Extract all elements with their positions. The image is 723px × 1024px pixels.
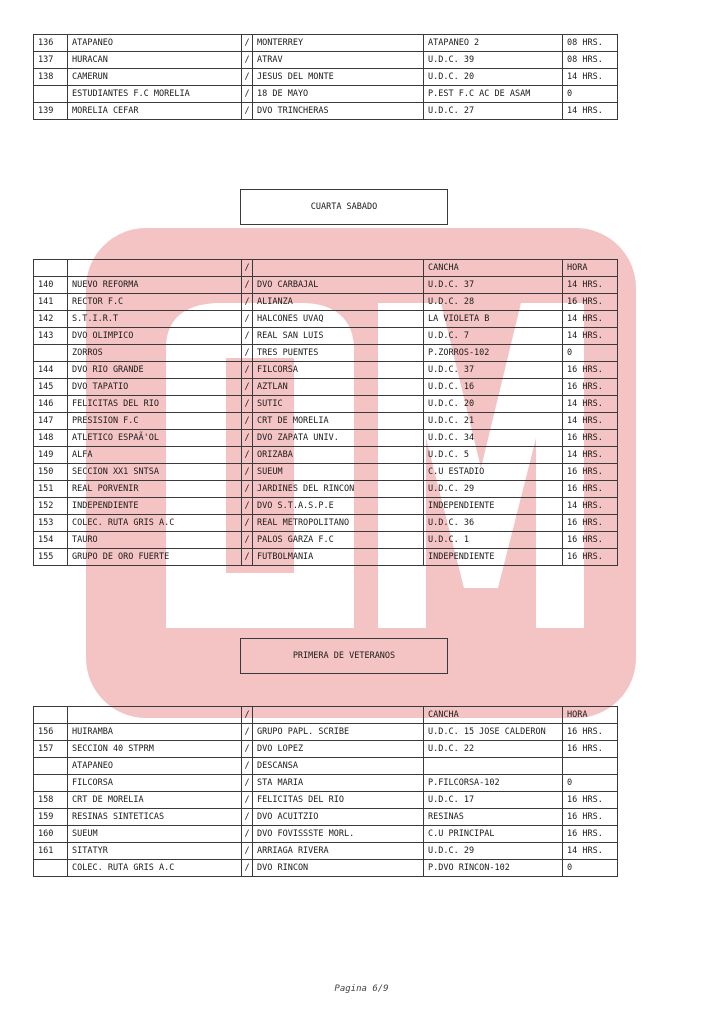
page-number: Pagina 6/9 bbox=[334, 984, 389, 994]
header-cell-sep: / bbox=[242, 260, 253, 277]
cell-hour: 16 HRS. bbox=[563, 430, 618, 447]
cell-sep: / bbox=[242, 413, 253, 430]
cell-field: U.D.C. 7 bbox=[424, 328, 563, 345]
schedule-table-top bbox=[33, 34, 618, 120]
table-row bbox=[34, 826, 618, 843]
cell-field: U.D.C. 37 bbox=[424, 277, 563, 294]
cell-away: AZTLAN bbox=[253, 379, 424, 396]
cell-num: 144 bbox=[34, 362, 68, 379]
cell-home: ATAPANEO bbox=[68, 35, 242, 52]
cell-away: DVO LOPEZ bbox=[253, 741, 424, 758]
header-cell-away bbox=[253, 260, 424, 277]
cell-home: DVO RIO GRANDE bbox=[68, 362, 242, 379]
cell-field: U.D.C. 29 bbox=[424, 843, 563, 860]
cell-away: ATRAV bbox=[253, 52, 424, 69]
cell-field: P.DVO RINCON-102 bbox=[424, 860, 563, 877]
cell-away: CRT DE MORELIA bbox=[253, 413, 424, 430]
cell-sep: / bbox=[242, 498, 253, 515]
cell-away: DVO ZAPATA UNIV. bbox=[253, 430, 424, 447]
cell-sep: / bbox=[242, 328, 253, 345]
cell-field: U.D.C. 39 bbox=[424, 52, 563, 69]
cell-sep: / bbox=[242, 809, 253, 826]
schedule-table-veteranos bbox=[33, 706, 618, 877]
cell-num: 136 bbox=[34, 35, 68, 52]
table-row bbox=[34, 396, 618, 413]
cell-home: CAMERUN bbox=[68, 69, 242, 86]
cell-away: ARRIAGA RIVERA bbox=[253, 843, 424, 860]
cell-home: HURACAN bbox=[68, 52, 242, 69]
cell-hour: 16 HRS. bbox=[563, 379, 618, 396]
table-row bbox=[34, 345, 618, 362]
cell-away: STA MARIA bbox=[253, 775, 424, 792]
cell-home: GRUPO DE ORO FUERTE bbox=[68, 549, 242, 566]
table-row bbox=[34, 413, 618, 430]
table-row bbox=[34, 843, 618, 860]
cell-home: SUEUM bbox=[68, 826, 242, 843]
cell-away: ORIZABA bbox=[253, 447, 424, 464]
cell-hour: 14 HRS. bbox=[563, 277, 618, 294]
cell-home: ATLETICO ESPAÃ'OL bbox=[68, 430, 242, 447]
cell-away: DVO TRINCHERAS bbox=[253, 103, 424, 120]
cell-field: INDEPENDIENTE bbox=[424, 498, 563, 515]
cell-away: TRES PUENTES bbox=[253, 345, 424, 362]
table-row bbox=[34, 379, 618, 396]
cell-num: 145 bbox=[34, 379, 68, 396]
cell-hour: 0 bbox=[563, 345, 618, 362]
cell-away: DVO FOVISSSTE MORL. bbox=[253, 826, 424, 843]
cell-home: INDEPENDIENTE bbox=[68, 498, 242, 515]
cell-field: ATAPANEO 2 bbox=[424, 35, 563, 52]
table-row bbox=[34, 741, 618, 758]
schedule-table-cuarta bbox=[33, 259, 618, 566]
cell-num: 143 bbox=[34, 328, 68, 345]
cell-home: COLEC. RUTA GRIS A.C bbox=[68, 860, 242, 877]
cell-sep: / bbox=[242, 860, 253, 877]
cell-sep: / bbox=[242, 532, 253, 549]
cell-sep: / bbox=[242, 35, 253, 52]
cell-away: REAL SAN LUIS bbox=[253, 328, 424, 345]
cell-sep: / bbox=[242, 362, 253, 379]
cell-field: U.D.C. 37 bbox=[424, 362, 563, 379]
cell-sep: / bbox=[242, 447, 253, 464]
table-row bbox=[34, 498, 618, 515]
cell-home: SITATYR bbox=[68, 843, 242, 860]
cell-num: 158 bbox=[34, 792, 68, 809]
cell-num: 139 bbox=[34, 103, 68, 120]
cell-hour: 0 bbox=[563, 860, 618, 877]
cell-away: REAL METROPOLITANO bbox=[253, 515, 424, 532]
table-row bbox=[34, 294, 618, 311]
cell-num bbox=[34, 860, 68, 877]
cell-away: DVO RINCON bbox=[253, 860, 424, 877]
cell-num bbox=[34, 345, 68, 362]
table-row bbox=[34, 103, 618, 120]
cell-field: U.D.C. 1 bbox=[424, 532, 563, 549]
cell-hour: 16 HRS. bbox=[563, 481, 618, 498]
cell-num: 137 bbox=[34, 52, 68, 69]
table-row bbox=[34, 311, 618, 328]
cell-away: HALCONES UVAQ bbox=[253, 311, 424, 328]
cell-hour: 16 HRS. bbox=[563, 549, 618, 566]
cell-field: U.D.C. 5 bbox=[424, 447, 563, 464]
cell-field: U.D.C. 16 bbox=[424, 379, 563, 396]
cell-hour: 14 HRS. bbox=[563, 498, 618, 515]
table-row bbox=[34, 430, 618, 447]
table-row bbox=[34, 328, 618, 345]
cell-field: U.D.C. 15 JOSE CALDERON bbox=[424, 724, 563, 741]
table-row bbox=[34, 775, 618, 792]
cell-away: ALIANZA bbox=[253, 294, 424, 311]
header-cell-home bbox=[68, 707, 242, 724]
cell-home: ZORROS bbox=[68, 345, 242, 362]
section-title-text: CUARTA SABADO bbox=[310, 202, 378, 212]
cell-field: P.ZORROS-102 bbox=[424, 345, 563, 362]
table-row bbox=[34, 86, 618, 103]
cell-num: 159 bbox=[34, 809, 68, 826]
section-title-cuarta bbox=[240, 189, 448, 225]
table-row bbox=[34, 447, 618, 464]
cell-hour: 14 HRS. bbox=[563, 311, 618, 328]
cell-num: 151 bbox=[34, 481, 68, 498]
cell-away: SUEUM bbox=[253, 464, 424, 481]
cell-home: HUIRAMBA bbox=[68, 724, 242, 741]
cell-sep: / bbox=[242, 69, 253, 86]
cell-sep: / bbox=[242, 103, 253, 120]
cell-home: ALFA bbox=[68, 447, 242, 464]
cell-away: DESCANSA bbox=[253, 758, 424, 775]
cell-field: U.D.C. 28 bbox=[424, 294, 563, 311]
cell-hour: 14 HRS. bbox=[563, 396, 618, 413]
cell-hour: 14 HRS. bbox=[563, 69, 618, 86]
cell-home: FELICITAS DEL RIO bbox=[68, 396, 242, 413]
cell-num: 148 bbox=[34, 430, 68, 447]
cell-num: 146 bbox=[34, 396, 68, 413]
table-row bbox=[34, 362, 618, 379]
cell-sep: / bbox=[242, 826, 253, 843]
cell-sep: / bbox=[242, 430, 253, 447]
cell-away: JARDINES DEL RINCON bbox=[253, 481, 424, 498]
cell-hour: 08 HRS. bbox=[563, 35, 618, 52]
cell-away: SUTIC bbox=[253, 396, 424, 413]
cell-sep: / bbox=[242, 294, 253, 311]
table-row bbox=[34, 481, 618, 498]
header-cell-sep: / bbox=[242, 707, 253, 724]
cell-num bbox=[34, 86, 68, 103]
cell-field: U.D.C. 20 bbox=[424, 396, 563, 413]
cell-home: PRESISION F.C bbox=[68, 413, 242, 430]
cell-num: 149 bbox=[34, 447, 68, 464]
cell-home: TAURO bbox=[68, 532, 242, 549]
cell-away: PALOS GARZA F.C bbox=[253, 532, 424, 549]
cell-hour: 0 bbox=[563, 86, 618, 103]
cell-field: U.D.C. 17 bbox=[424, 792, 563, 809]
table-row bbox=[34, 464, 618, 481]
cell-hour bbox=[563, 758, 618, 775]
cell-hour: 14 HRS. bbox=[563, 843, 618, 860]
cell-field: U.D.C. 21 bbox=[424, 413, 563, 430]
cell-num: 150 bbox=[34, 464, 68, 481]
cell-away: FUTBOLMANIA bbox=[253, 549, 424, 566]
cell-num: 153 bbox=[34, 515, 68, 532]
cell-away: JESUS DEL MONTE bbox=[253, 69, 424, 86]
cell-field: U.D.C. 34 bbox=[424, 430, 563, 447]
cell-field: U.D.C. 29 bbox=[424, 481, 563, 498]
cell-num: 157 bbox=[34, 741, 68, 758]
cell-hour: 16 HRS. bbox=[563, 741, 618, 758]
cell-hour: 16 HRS. bbox=[563, 532, 618, 549]
cell-hour: 16 HRS. bbox=[563, 515, 618, 532]
cell-hour: 16 HRS. bbox=[563, 464, 618, 481]
table-row bbox=[34, 860, 618, 877]
cell-num: 140 bbox=[34, 277, 68, 294]
cell-away: FELICITAS DEL RIO bbox=[253, 792, 424, 809]
cell-num: 154 bbox=[34, 532, 68, 549]
table-row bbox=[34, 515, 618, 532]
table-header-row bbox=[34, 707, 618, 724]
cell-field: C.U ESTADIO bbox=[424, 464, 563, 481]
cell-home: CRT DE MORELIA bbox=[68, 792, 242, 809]
cell-home: RECTOR F.C bbox=[68, 294, 242, 311]
header-cell-hour: HORA bbox=[563, 707, 618, 724]
cell-sep: / bbox=[242, 311, 253, 328]
cell-sep: / bbox=[242, 792, 253, 809]
cell-hour: 14 HRS. bbox=[563, 447, 618, 464]
cell-away: DVO CARBAJAL bbox=[253, 277, 424, 294]
section-title-text: PRIMERA DE VETERANOS bbox=[292, 651, 396, 661]
table-row bbox=[34, 69, 618, 86]
header-cell-away bbox=[253, 707, 424, 724]
cell-hour: 14 HRS. bbox=[563, 328, 618, 345]
cell-home: RESINAS SINTETICAS bbox=[68, 809, 242, 826]
cell-sep: / bbox=[242, 775, 253, 792]
cell-hour: 16 HRS. bbox=[563, 724, 618, 741]
cell-field: LA VIOLETA B bbox=[424, 311, 563, 328]
cell-hour: 14 HRS. bbox=[563, 413, 618, 430]
cell-home: COLEC. RUTA GRIS A.C bbox=[68, 515, 242, 532]
table-row bbox=[34, 809, 618, 826]
cell-away: 18 DE MAYO bbox=[253, 86, 424, 103]
table-row bbox=[34, 277, 618, 294]
table-row bbox=[34, 758, 618, 775]
cell-num: 155 bbox=[34, 549, 68, 566]
cell-hour: 16 HRS. bbox=[563, 792, 618, 809]
cell-sep: / bbox=[242, 396, 253, 413]
cell-num bbox=[34, 775, 68, 792]
cell-hour: 16 HRS. bbox=[563, 809, 618, 826]
cell-field bbox=[424, 758, 563, 775]
cell-home: SECCION 40 STPRM bbox=[68, 741, 242, 758]
cell-num: 160 bbox=[34, 826, 68, 843]
cell-home: REAL PORVENIR bbox=[68, 481, 242, 498]
cell-sep: / bbox=[242, 379, 253, 396]
header-cell-num bbox=[34, 260, 68, 277]
cell-sep: / bbox=[242, 345, 253, 362]
header-cell-num bbox=[34, 707, 68, 724]
cell-field: RESINAS bbox=[424, 809, 563, 826]
table-row bbox=[34, 52, 618, 69]
cell-away: DVO S.T.A.S.P.E bbox=[253, 498, 424, 515]
cell-home: SECCION XX1 SNTSA bbox=[68, 464, 242, 481]
cell-sep: / bbox=[242, 481, 253, 498]
cell-away: MONTERREY bbox=[253, 35, 424, 52]
cell-field: U.D.C. 27 bbox=[424, 103, 563, 120]
cell-home: S.T.I.R.T bbox=[68, 311, 242, 328]
cell-home: MORELIA CEFAR bbox=[68, 103, 242, 120]
cell-hour: 16 HRS. bbox=[563, 826, 618, 843]
cell-num: 142 bbox=[34, 311, 68, 328]
cell-home: ATAPANEO bbox=[68, 758, 242, 775]
cell-sep: / bbox=[242, 843, 253, 860]
header-cell-field: CANCHA bbox=[424, 707, 563, 724]
cell-hour: 0 bbox=[563, 775, 618, 792]
cell-field: U.D.C. 36 bbox=[424, 515, 563, 532]
section-title-veteranos bbox=[240, 638, 448, 674]
cell-field: U.D.C. 20 bbox=[424, 69, 563, 86]
cell-home: NUEVO REFORMA bbox=[68, 277, 242, 294]
cell-hour: 16 HRS. bbox=[563, 294, 618, 311]
table-row bbox=[34, 792, 618, 809]
cell-field: U.D.C. 22 bbox=[424, 741, 563, 758]
cell-num: 156 bbox=[34, 724, 68, 741]
cell-home: FILCORSA bbox=[68, 775, 242, 792]
header-cell-field: CANCHA bbox=[424, 260, 563, 277]
cell-num bbox=[34, 758, 68, 775]
cell-away: GRUPO PAPL. SCRIBE bbox=[253, 724, 424, 741]
table-row bbox=[34, 549, 618, 566]
cell-sep: / bbox=[242, 277, 253, 294]
table-header-row bbox=[34, 260, 618, 277]
cell-field: P.EST F.C AC DE ASAM bbox=[424, 86, 563, 103]
header-cell-hour: HORA bbox=[563, 260, 618, 277]
cell-hour: 08 HRS. bbox=[563, 52, 618, 69]
cell-home: DVO TAPATIO bbox=[68, 379, 242, 396]
cell-num: 138 bbox=[34, 69, 68, 86]
cell-sep: / bbox=[242, 52, 253, 69]
cell-field: INDEPENDIENTE bbox=[424, 549, 563, 566]
cell-away: FILCORSA bbox=[253, 362, 424, 379]
cell-home: DVO OLIMPICO bbox=[68, 328, 242, 345]
cell-num: 141 bbox=[34, 294, 68, 311]
cell-sep: / bbox=[242, 515, 253, 532]
cell-sep: / bbox=[242, 549, 253, 566]
cell-num: 152 bbox=[34, 498, 68, 515]
cell-field: P.FILCORSA-102 bbox=[424, 775, 563, 792]
table-row bbox=[34, 532, 618, 549]
cell-sep: / bbox=[242, 741, 253, 758]
cell-away: DVO ACUITZIO bbox=[253, 809, 424, 826]
cell-hour: 14 HRS. bbox=[563, 103, 618, 120]
cell-sep: / bbox=[242, 758, 253, 775]
cell-num: 147 bbox=[34, 413, 68, 430]
header-cell-home bbox=[68, 260, 242, 277]
cell-field: C.U PRINCIPAL bbox=[424, 826, 563, 843]
table-row bbox=[34, 724, 618, 741]
cell-sep: / bbox=[242, 464, 253, 481]
cell-hour: 16 HRS. bbox=[563, 362, 618, 379]
cell-sep: / bbox=[242, 724, 253, 741]
cell-home: ESTUDIANTES F.C MORELIA bbox=[68, 86, 242, 103]
cell-sep: / bbox=[242, 86, 253, 103]
cell-num: 161 bbox=[34, 843, 68, 860]
table-row bbox=[34, 35, 618, 52]
